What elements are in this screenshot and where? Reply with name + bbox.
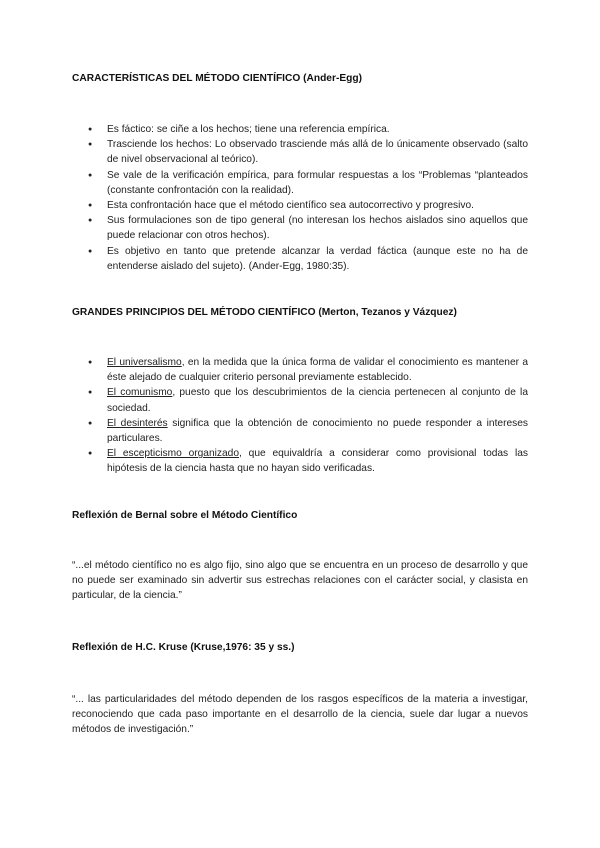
list-item: ● Es objetivo en tanto que pretende alcanzar la verdad fáctica (aunque este no ha de entenderse aislado del sujeto). (Ander-Egg, 1980:35).	[72, 244, 528, 274]
list-item	[72, 416, 528, 446]
section-heading-caracteristicas: CARACTERÍSTICAS DEL MÉTODO CIENTÍFICO (Ander-Egg)	[72, 73, 362, 84]
list-item: ● Sus formulaciones son de tipo general (no interesan los hechos aislados sino aquellos que puede relacionar con otros hechos).	[72, 213, 528, 243]
list-item: ● Trasciende los hechos: Lo observado trasciende más allá de lo únicamente observado (salto de nivel observacional al teórico).	[72, 137, 528, 167]
section-heading-bernal: Reflexión de Bernal sobre el Método Científico	[72, 510, 298, 521]
list-item	[72, 446, 528, 476]
principios-list	[72, 355, 528, 477]
principle-term: El universalismo	[107, 357, 182, 368]
list-item: ● Se vale de la verificación empírica, para formular respuestas a los “Problemas “planteados (constante confrontación con la realidad).	[72, 168, 528, 198]
kruse-quote: “... las particularidades del método dependen de los rasgos específicos de la materia a investigar, reconociendo que cada paso importante en el desarrollo de la ciencia, suele dar lugar a nuevos métodos de investigación.”	[72, 694, 528, 736]
principle-text: significa que la obtención de conocimiento no puede responder a intereses particulares.	[107, 417, 528, 445]
principle-text: , puesto que los descubrimientos de la ciencia pertenecen al conjunto de la sociedad.	[107, 387, 528, 414]
bernal-quote: “...el método científico no es algo fijo, sino algo que se encuentra en un proceso de desarrollo y que no puede ser examinado sin advertir sus estrechas relaciones con el carácter social, y clasista en particular, de la ciencia.”	[72, 560, 528, 602]
principle-text: , que equivaldría a considerar como provisional todas las hipótesis de la ciencia hasta que no hayan sido verificadas.	[107, 448, 528, 475]
principle-term: El comunismo	[107, 387, 173, 399]
list-item: ● Esta confrontación hace que el método científico sea autocorrectivo y progresivo.	[72, 198, 528, 213]
caracteristicas-list	[72, 122, 528, 274]
list-item	[72, 385, 528, 415]
section-heading-principios: GRANDES PRINCIPIOS DEL MÉTODO CIENTÍFICO (Merton, Tezanos y Vázquez)	[72, 307, 457, 318]
list-item: ● Es fáctico: se ciñe a los hechos; tiene una referencia empírica.	[72, 122, 528, 137]
section-heading-kruse: Reflexión de H.C. Kruse (Kruse,1976: 35 y ss.)	[72, 642, 295, 653]
principle-term: El desinterés	[107, 417, 168, 429]
principle-term: El escepticismo organizado	[107, 448, 239, 460]
list-item	[72, 355, 528, 385]
principle-text: , en la medida que la única forma de validar el conocimiento es mantener a éste alejado de cualquier criterio personal previamente establecido.	[107, 357, 529, 384]
